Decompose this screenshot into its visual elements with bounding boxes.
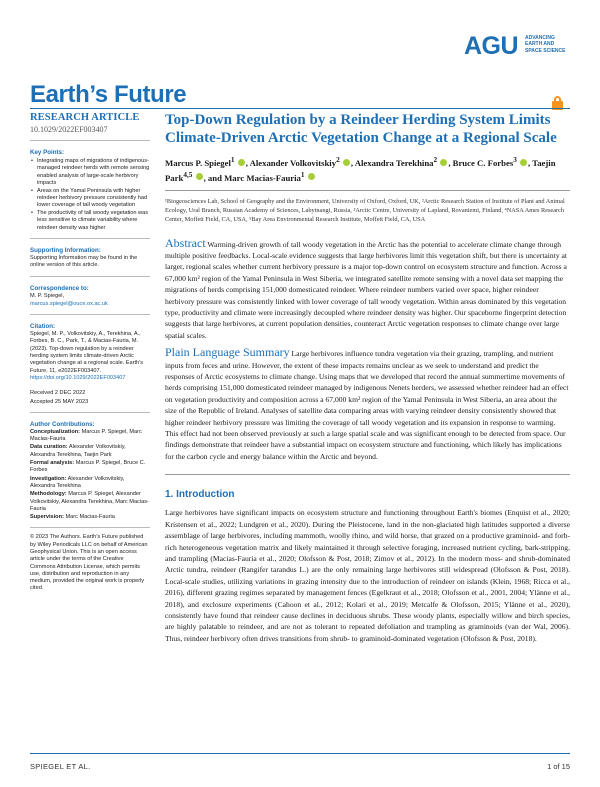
plain-language-summary bbox=[165, 347, 570, 462]
contribution-names: Alexander Volkovitskiy, Alexandra Terekhina bbox=[30, 475, 125, 489]
citation-doi-link[interactable]: https://doi.org/10.1029/2022EF003407 bbox=[30, 374, 126, 381]
contribution-entry bbox=[30, 476, 150, 491]
contribution-role: Formal analysis: bbox=[30, 460, 75, 467]
citation-text bbox=[30, 331, 150, 382]
journal-name: Earth’s Future bbox=[30, 81, 187, 108]
orcid-icon[interactable] bbox=[238, 159, 245, 166]
orcid-icon[interactable] bbox=[520, 159, 527, 166]
author-affil-sup: 1 bbox=[230, 156, 235, 165]
contribution-role: Supervision: bbox=[30, 514, 64, 521]
accepted-date: Accepted 25 MAY 2023 bbox=[30, 398, 89, 405]
body-rule bbox=[165, 474, 570, 475]
main-column bbox=[165, 112, 570, 644]
agu-logo-tagline bbox=[525, 35, 573, 54]
key-point: • The productivity of tall woody vegetation was less sensitive to climate variability where reindeer density was higher bbox=[30, 210, 150, 232]
introduction-heading: 1. Introduction bbox=[165, 489, 235, 501]
contribution-role: Conceptualization: bbox=[30, 428, 81, 435]
correspondence-heading: Correspondence to: bbox=[30, 284, 89, 292]
contribution-entry bbox=[30, 444, 150, 459]
author-name: Alexander Volkovitskiy bbox=[249, 158, 337, 169]
author-affil-sup: 1 bbox=[300, 170, 305, 179]
affiliations: ¹Biogeosciences Lab, School of Geography and the Environment, University of Oxford, Oxford, UK, ²Arctic Research Station of Institute of Plant and Animal Ecology, Ural Branch, Russian Academy of Sciences, Labytnangi, Russia, ³Arctic Centre, University of Lapland, Rovaniemi, Finland, ⁴NASA Ames Research Center, Moffett Field, CA, USA, ⁵Bay Area Environmental Research Institute, Moffett Field, CA, USA bbox=[165, 197, 565, 224]
page-number: 1 of 15 bbox=[547, 762, 570, 771]
agu-tagline-line1: ADVANCING bbox=[525, 35, 555, 41]
author-affil-sup: 2 bbox=[433, 156, 438, 165]
article-title: Top-Down Regulation by a Reindeer Herding System Limits Climate-Driven Arctic Vegetation Change at a Regional Scale bbox=[165, 112, 557, 146]
author-name: and Marc Macias-Fauria bbox=[207, 172, 301, 183]
contribution-role: Investigation: bbox=[30, 475, 67, 482]
agu-tagline-line2: EARTH AND bbox=[525, 41, 555, 48]
orcid-icon[interactable] bbox=[196, 173, 203, 180]
citation-body: Spiegel, M. P., Volkovitskiy, A., Terekhina, A., Forbes, B. C., Park, T., & Macias-Fauria, M. (2023). Top-down regulation by a reindeer herding system limits climate-driven Arctic vegetation change at a regional scale. Earth’s Future, 11, e2022EF003407. bbox=[30, 331, 144, 374]
agu-logo bbox=[464, 30, 574, 66]
author-name: Bruce C. Forbes bbox=[452, 158, 514, 169]
affiliations-rule bbox=[165, 190, 570, 191]
sidebar-divider bbox=[30, 276, 150, 277]
key-point: • Areas on the Yamal Peninsula with higher reindeer herbivory pressure consistently had lower coverage of tall woody vegetation bbox=[30, 188, 150, 210]
introduction-paragraph: Large herbivores have significant impacts on ecosystem structure and functioning throughout Earth's biomes (Enquist et al., 2020; Kristensen et al., 2022; Lundgren et al., 2020). During the Pleistocene, land in the non-glaciated high latitudes supported a diverse assemblage of large herbivores, including mammoth, woolly rhino, and wild horse, that grazed on a productive graminoid- and forb-rich heterogeneous vegetation matrix and likely maintained it through selective foraging, increased nutrient cycling, bark-stripping, and trampling (Macias-Fauria et al., 2020; Olofsson & Post, 2018; Zimov et al., 2012). In the modern moss- and shrub-dominated Arctic tundra, reindeer (Rangifer tarandus L.) are the only remaining large herbivores still widespread (Olofsson & Post, 2018). Local-scale studies, utilizing variations in grazing intensity due to the introduction of reindeer on islands (Klein, 1968; Ricca et al., 2016), different grazing regimes separated by management fences (Egelkraut et al., 2018; Olofsson et al., 2001, 2004; Ylänne et al., 2018), and exclosure experiments (Cahoon et al., 2012; Kolari et al., 2019; Metcalfe & Olofsson, 2015; Ylänne et al., 2020), consistently have found that reindeer cause declines in deciduous shrubs. These woody plants, especially willow and birch species, are highly palatable to reindeer, and are not as tolerant to repeated defoliation and trampling as graminoids (van der Wal, 2006). Thus, reindeer herbivory often drives transitions from shrub- to graminoid-dominated vegetation (Olofsson & Post, 2018). bbox=[165, 508, 570, 643]
contribution-names: Marcus P. Spiegel, Alexander Volkovitskiy, Alexandra Terekhina, Marc Macias-Fauria bbox=[30, 491, 149, 512]
agu-tagline-line3: SPACE SCIENCE bbox=[525, 47, 566, 54]
sidebar-divider bbox=[30, 314, 150, 315]
abstract bbox=[165, 235, 570, 342]
contribution-role: Data curation: bbox=[30, 444, 68, 451]
correspondence-email-link[interactable]: marcus.spiegel@ouce.ox.ac.uk bbox=[30, 300, 108, 307]
citation-heading: Citation: bbox=[30, 323, 56, 331]
author-affil-sup: 2 bbox=[336, 156, 340, 165]
contribution-role: Methodology: bbox=[30, 491, 67, 498]
pls-text: Large herbivores influence tundra vegetation via their grazing, trampling, and nutrient inputs from feces and urine. However, the extent of these impacts remains unclear as we seek to understand and predict the responses of Arctic ecosystems to climate change. Using maps that we developed that record the annual summertime movements of herds comprising 151,000 domesticated reindeer managed by indigenous Nenets herders, we assessed whether reindeer had an effect on vegetation productivity and composition across a 67,000 km² region of the Yamal Peninsula in West Siberia, an area about the size of the Republic of Ireland. Analyses of satellite data comparing areas with varying reindeer density consistently showed that higher reindeer herbivory pressure was limiting the coverage of tall woody vegetation and its expansion in response to warming. This effect had not been observed previously at such a large spatial scale and was significant enough to be detected from space. Our findings demonstrate that reindeer have a substantial impact on ecosystem structure and functioning, which likely has implications for the carbon cycle and energy balance within the Arctic and beyond. bbox=[165, 349, 569, 461]
author-list: Marcus P. Spiegel$^1$ , Alexander Volkovitskiy$^2$ , Alexandra Terekhina$^2$ , Bruce C. Forbes$^3$ , Taejin Park$^{4,5}$ , and Marc Macias-Fauria$^1$ bbox=[165, 156, 556, 183]
contribution-names: Alexander Volkovitskiy, Alexandra Terekhina, Taejin Park bbox=[30, 444, 126, 458]
contribution-entry bbox=[30, 460, 150, 475]
abstract-text: Warming-driven growth of tall woody vegetation in the Arctic has the potential to accelerate climate change through multiple positive feedbacks. Local-scale evidence suggests that large herbivores limit this vegetation shift, but there is uncertainty at larger, regional scales whether current herbivory pressure is a major top-down control on ecosystem structure and function. Across a 67,000 km² region of the Yamal Peninsula in West Siberia, we integrated satellite remote sensing with a novel data set mapping the migrations of herds comprising 151,000 domesticated reindeer. Where reindeer numbers varied over space, higher reindeer herbivory pressure was consistently linked with lower coverage of tall woody vegetation. Within areas dominated by this vegetation type, productivity and climate were increasingly decoupled where reindeer density was higher. Our spaceborne fingerprint detection suggests that large herbivores, at current population densities, counteract Arctic vegetation responses to climate change over large spatial scales. bbox=[165, 239, 567, 340]
sidebar bbox=[30, 112, 150, 593]
author-name: Marcus P. Spiegel bbox=[165, 158, 231, 169]
key-points-list bbox=[30, 158, 150, 232]
key-points-heading: Key Points: bbox=[30, 149, 65, 156]
supporting-info-text: Supporting Information may be found in the online version of this article. bbox=[30, 254, 138, 269]
contribution-entry bbox=[30, 429, 150, 444]
agu-logo-mark: AGU bbox=[464, 32, 519, 60]
author-name: Alexandra Terekhina bbox=[354, 158, 434, 169]
abstract-label: Abstract bbox=[165, 235, 206, 250]
copyright-notice: © 2023 The Authors. Earth’s Future published by Wiley Periodicals LLC on behalf of American Geophysical Union. This is an open access article under the terms of the Creative Commons Attribution License, which permits use, distribution and reproduction in any medium, provided the original work is properly cited. bbox=[30, 534, 148, 592]
key-point: • Integrating maps of migrations of indigenous-managed reindeer herds with remote sensing enabled analysis of large-scale herbivory impacts bbox=[30, 158, 150, 187]
running-head: SPIEGEL ET AL. bbox=[30, 762, 91, 771]
pls-label: Plain Language Summary bbox=[165, 345, 290, 360]
received-date: Received 2 DEC 2022 bbox=[30, 390, 86, 397]
sidebar-divider bbox=[30, 412, 150, 413]
orcid-icon[interactable] bbox=[440, 159, 447, 166]
supporting-info-heading: Supporting Information: bbox=[30, 246, 101, 254]
author-name: Taejin Park bbox=[165, 158, 556, 183]
correspondence-name: M. P. Spiegel, bbox=[30, 292, 65, 299]
article-doi[interactable]: 10.1029/2022EF003407 bbox=[30, 125, 108, 134]
contributions-heading: Author Contributions: bbox=[30, 420, 95, 428]
sidebar-divider bbox=[30, 527, 150, 528]
author-affil-sup: 3 bbox=[513, 156, 517, 165]
orcid-icon[interactable] bbox=[343, 159, 350, 166]
contribution-names: Marcus P. Spiegel, Bruce C. Forbes bbox=[30, 460, 146, 474]
sidebar-divider bbox=[30, 140, 150, 141]
contribution-names: Marcus P. Spiegel, Marc Macias-Fauria bbox=[30, 428, 142, 443]
header-rule bbox=[30, 108, 570, 109]
contribution-entry bbox=[30, 491, 150, 513]
contribution-entry bbox=[30, 514, 150, 521]
footer-rule bbox=[30, 753, 570, 754]
article-type: RESEARCH ARTICLE bbox=[30, 112, 140, 123]
sidebar-divider bbox=[30, 238, 150, 239]
contribution-names: Marc Macias-Fauria bbox=[65, 514, 115, 521]
orcid-icon[interactable] bbox=[308, 173, 315, 180]
author-affil-sup: 4,5 bbox=[183, 170, 193, 179]
